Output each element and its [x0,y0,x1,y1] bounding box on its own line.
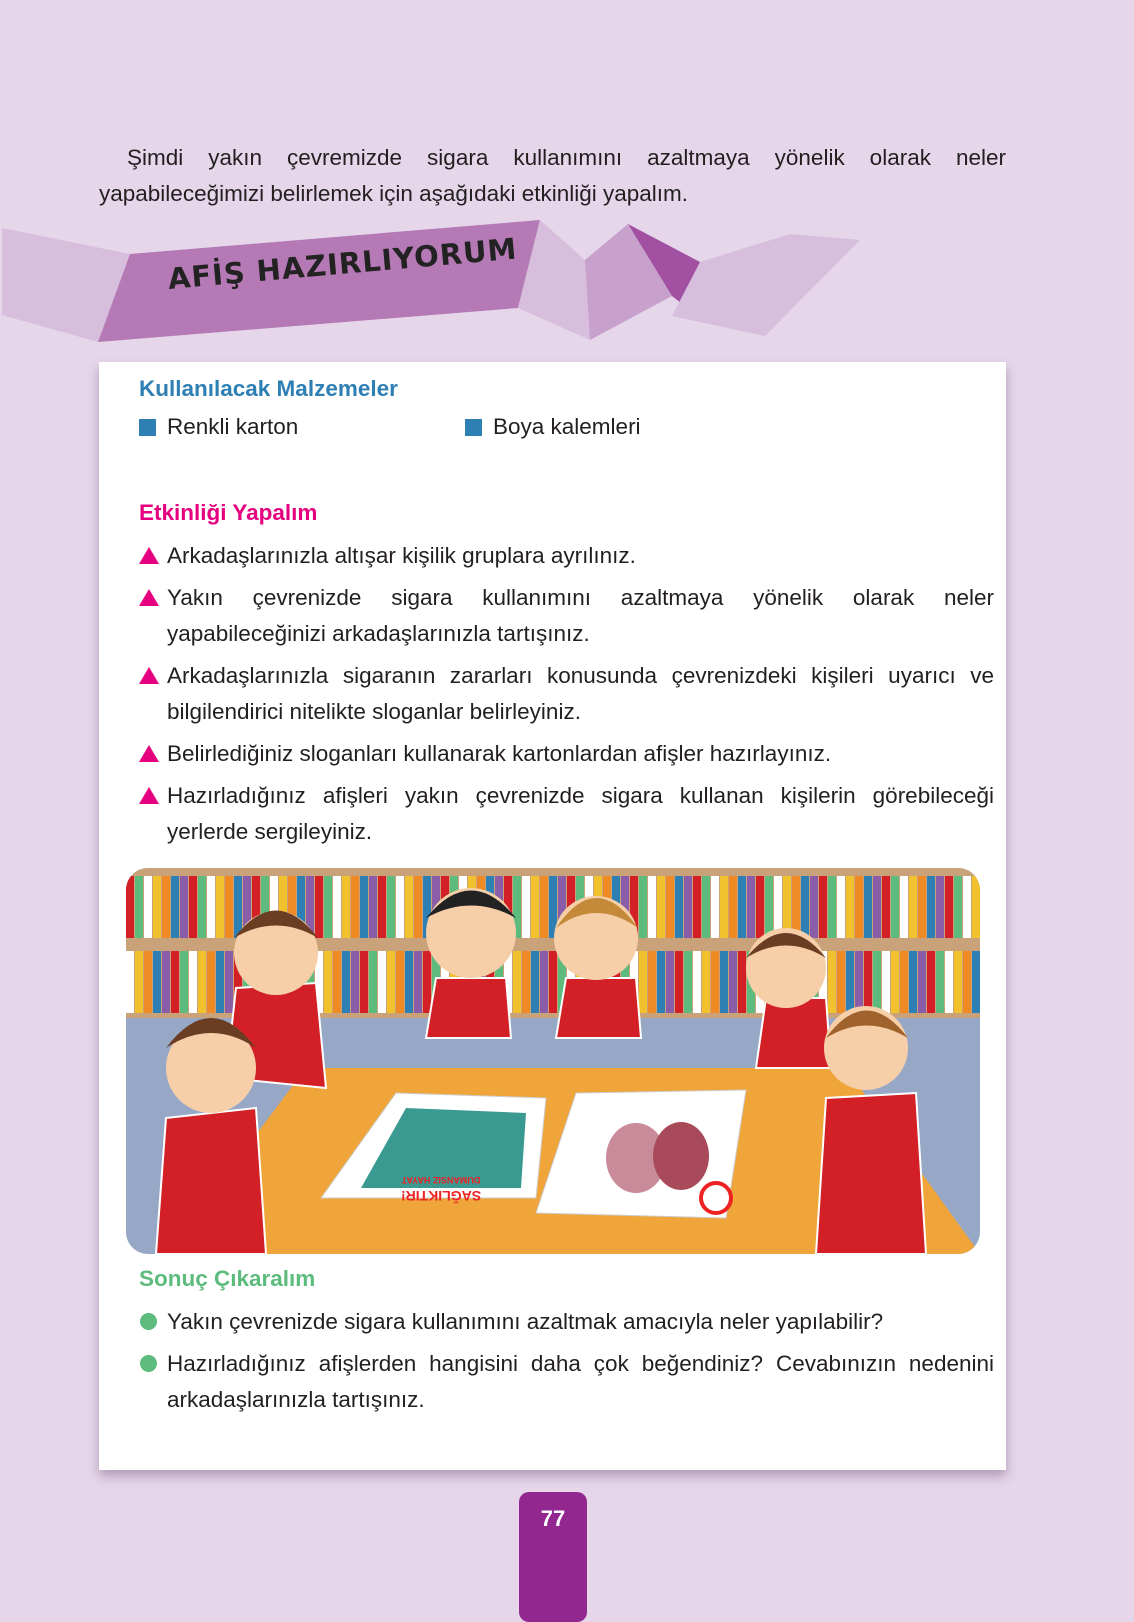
intro-paragraph [99,140,1006,212]
triangle-bullet-icon [139,787,159,804]
book [900,876,908,938]
intro-text: Şimdi yakın çevremizde sigara kullanımını azaltmaya yönelik olarak neler yapabileceğimizi belirlemek için aşağıdaki etkinliği yapalım. [99,145,1006,206]
book [882,876,890,938]
book [873,876,881,938]
book [423,951,431,1013]
book [360,876,368,938]
book [648,876,656,938]
book [819,876,827,938]
poster-slogan-line1: DUMANSIZ HAYAT [401,1175,481,1185]
book [315,876,323,938]
book [126,951,134,1013]
book [711,951,719,1013]
book [909,951,917,1013]
step-text: Arkadaşlarınızla sigaranın zararları konusunda çevrenizdeki kişileri uyarıcı ve bilgilendirici nitelikte sloganlar belirleyiniz. [167,663,994,724]
material-item [465,414,641,440]
book [945,951,953,1013]
material-label: Boya kalemleri [493,414,641,439]
circle-bullet-icon [140,1355,157,1372]
book [828,876,836,938]
poster-slogan-line2: SAĞLIKTIR! [400,1188,482,1204]
book [891,951,899,1013]
book [864,876,872,938]
book [333,876,341,938]
book [144,951,152,1013]
book [639,876,647,938]
book [234,876,242,938]
book [666,951,674,1013]
book [522,876,530,938]
question-text: Yakın çevrenizde sigara kullanımını azaltmak amacıyla neler yapılabilir? [167,1309,884,1334]
list-item [139,736,994,772]
book [936,951,944,1013]
book [405,951,413,1013]
book [945,876,953,938]
circle-bullet-icon [140,1313,157,1330]
book [225,876,233,938]
book [801,876,809,938]
square-bullet-icon [465,419,482,436]
triangle-bullet-icon [139,745,159,762]
step-text: Belirlediğiniz sloganları kullanarak kartonlardan afişler hazırlayınız. [167,741,832,766]
book [684,876,692,938]
triangle-bullet-icon [139,547,159,564]
book [513,951,521,1013]
list-item [139,580,994,652]
book [918,951,926,1013]
book [873,951,881,1013]
book [162,951,170,1013]
book [324,951,332,1013]
materials-heading: Kullanılacak Malzemeler [139,376,398,401]
book [675,876,683,938]
book [333,951,341,1013]
book [882,951,890,1013]
book [729,951,737,1013]
book [180,876,188,938]
book [963,951,971,1013]
book [342,876,350,938]
book [351,876,359,938]
book [207,951,215,1013]
step-text: Arkadaşlarınızla altışar kişilik gruplara ayrılınız. [167,543,636,568]
conclusion-questions [139,1304,994,1424]
book [180,951,188,1013]
book [414,876,422,938]
list-item [139,778,994,850]
book [810,876,818,938]
book [171,876,179,938]
book [153,951,161,1013]
page-number: 77 [519,1492,587,1622]
book [900,951,908,1013]
book [828,951,836,1013]
list-item [139,1346,994,1418]
book [720,951,728,1013]
book [126,876,134,938]
book [153,876,161,938]
question-text: Hazırladığınız afişlerden hangisini daha çok beğendiniz? Cevabınızın nedenini arkadaşlarınızla tartışınız. [167,1351,994,1412]
conclusion-heading: Sonuç Çıkaralım [139,1266,316,1291]
book [837,951,845,1013]
book [342,951,350,1013]
book [198,876,206,938]
book [540,876,548,938]
book [405,876,413,938]
book [972,876,980,938]
book [414,951,422,1013]
book [189,876,197,938]
activity-card [99,362,1006,1470]
book [144,876,152,938]
step-text: Yakın çevrenizde sigara kullanımını azaltmaya yönelik olarak neler yapabileceğinizi arkadaşlarınızla tartışınız. [167,585,994,646]
book [765,876,773,938]
book [972,951,980,1013]
book [396,876,404,938]
title-banner [0,210,870,350]
material-item [139,414,298,440]
book [360,951,368,1013]
list-item [139,1304,994,1340]
list-item [139,658,994,730]
book [351,951,359,1013]
book [639,951,647,1013]
book [540,951,548,1013]
book [198,951,206,1013]
book [846,951,854,1013]
book [756,876,764,938]
book [747,876,755,938]
book [216,876,224,938]
book [396,951,404,1013]
book [837,876,845,938]
book [891,876,899,938]
material-label: Renkli karton [167,414,299,439]
book [954,876,962,938]
book [711,876,719,938]
book [918,876,926,938]
book [846,876,854,938]
banner-title: AFİŞ HAZIRLIYORUM [166,231,519,296]
book [135,876,143,938]
book [387,876,395,938]
book [936,876,944,938]
activity-heading: Etkinliği Yapalım [139,500,318,525]
students-illustration [126,868,980,1254]
book [864,951,872,1013]
list-item [139,538,994,574]
book [657,876,665,938]
book [954,951,962,1013]
book [675,951,683,1013]
book [207,876,215,938]
book [855,876,863,938]
book [522,951,530,1013]
book [378,876,386,938]
book [531,876,539,938]
book [702,876,710,938]
book [702,951,710,1013]
book [135,951,143,1013]
book [549,951,557,1013]
book [684,951,692,1013]
book [387,951,395,1013]
book [927,951,935,1013]
book [693,951,701,1013]
book [666,876,674,938]
book [369,951,377,1013]
book [738,951,746,1013]
book [171,951,179,1013]
book [189,951,197,1013]
book [225,951,233,1013]
book [657,951,665,1013]
book [324,876,332,938]
book [648,951,656,1013]
book [720,876,728,938]
book [378,951,386,1013]
book [162,876,170,938]
step-text: Hazırladığınız afişleri yakın çevrenizde sigara kullanan kişilerin görebileceği yerlerde sergileyiniz. [167,783,994,844]
triangle-bullet-icon [139,667,159,684]
triangle-bullet-icon [139,589,159,606]
book [693,876,701,938]
book [216,951,224,1013]
book [909,876,917,938]
book [927,876,935,938]
book [369,876,377,938]
activity-steps [139,538,994,856]
book [738,876,746,938]
square-bullet-icon [139,419,156,436]
book [531,951,539,1013]
book [729,876,737,938]
book [855,951,863,1013]
book [963,876,971,938]
